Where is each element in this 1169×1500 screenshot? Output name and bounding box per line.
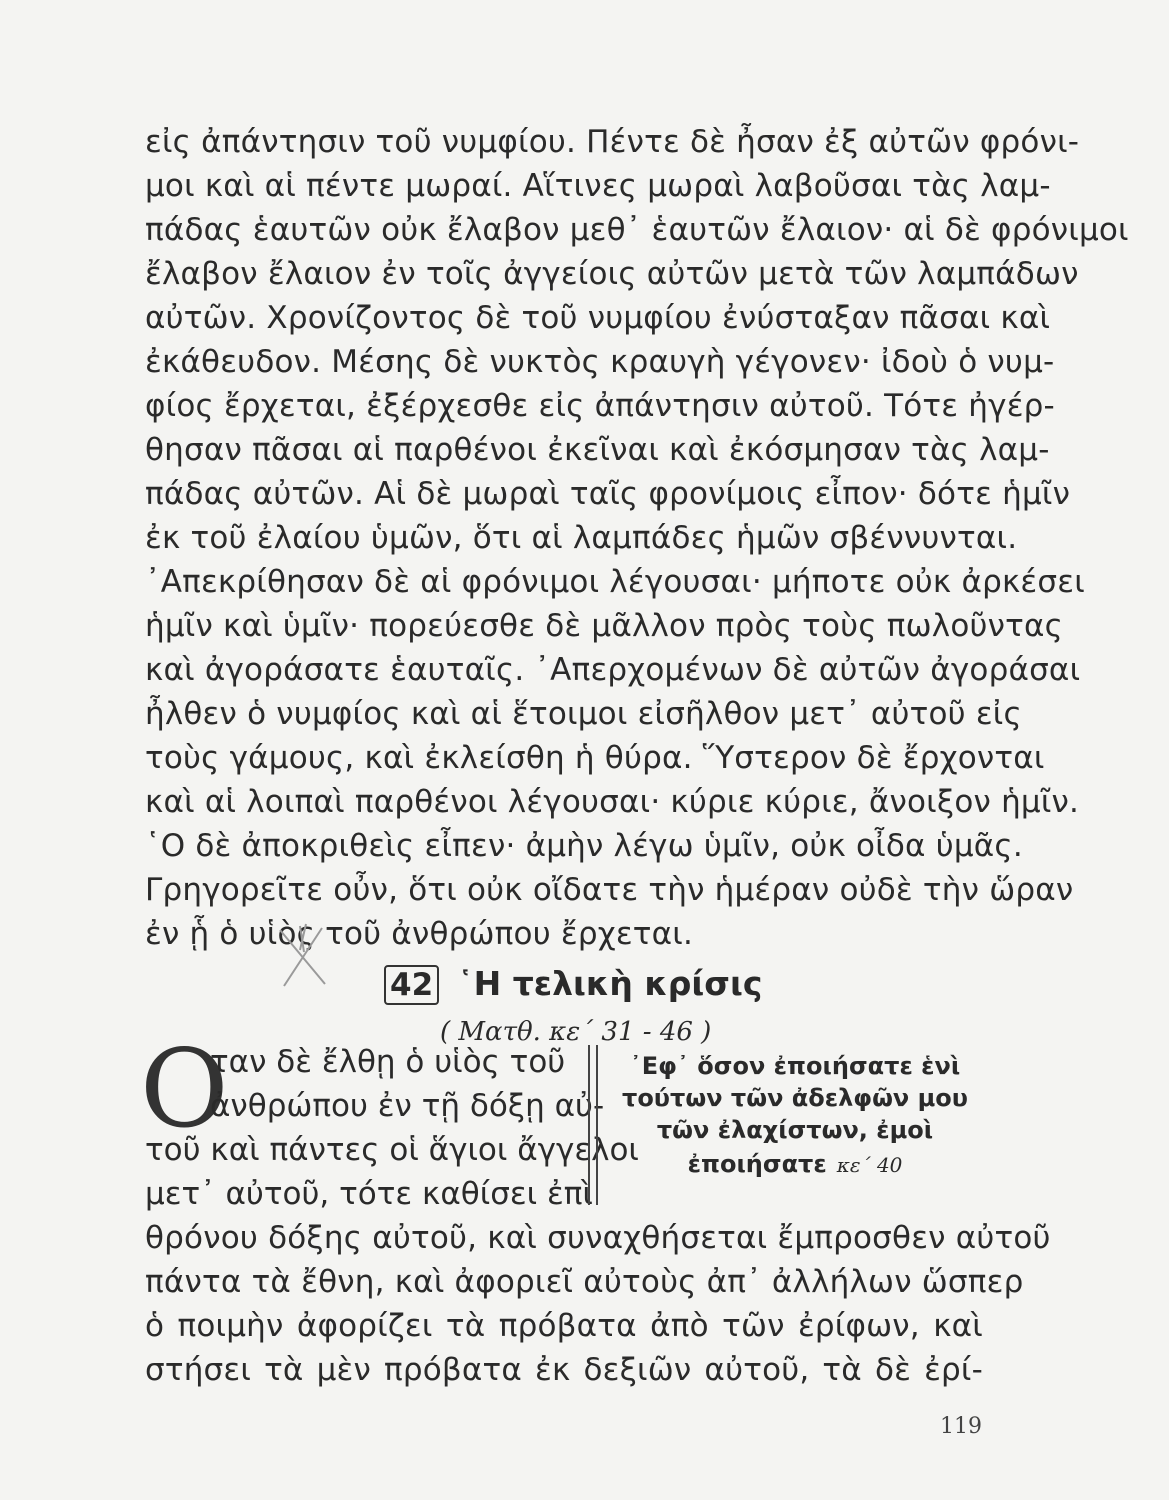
quote-line-last [610,1148,980,1181]
body-line: αὐτῶν. Χρονίζοντος δὲ τοῦ νυμφίου ἐνύσταξαν πᾶσαι καὶ [145,300,1051,336]
body-line: τοὺς γάμους, καὶ ἐκλείσθη ἡ θύρα. Ὕστερον δὲ ἔρχονται [145,740,1045,776]
body-line: ῾Ο δὲ ἀποκριθεὶς εἶπεν· ἀμὴν λέγω ὑμῖν, οὐκ οἶδα ὑμᾶς. [145,828,1023,864]
body-line: θρόνου δόξης αὐτοῦ, καὶ συναχθήσεται ἔμπροσθεν αὐτοῦ [145,1220,1051,1256]
column-line: ἀνθρώπου ἐν τῇ δόξῃ αὐ- [210,1088,605,1124]
section-number: 42 [384,965,439,1005]
column-divider [588,1045,598,1205]
quote-line: ἐποιήσατε [687,1150,827,1178]
body-line: πάντα τὰ ἔθνη, καὶ ἀφοριεῖ αὐτοὺς ἀπ᾽ ἀλλήλων ὥσπερ [145,1264,1024,1300]
page-number: 119 [940,1414,982,1439]
body-line: Γρηγορεῖτε οὖν, ὅτι οὐκ οἴδατε τὴν ἡμέραν οὐδὲ τὴν ὥραν [145,872,1074,908]
body-line: ἔλαβον ἔλαιον ἐν τοῖς ἀγγείοις αὐτῶν μετὰ τῶν λαμπάδων [145,256,1079,292]
body-line: καὶ αἱ λοιπαὶ παρθένοι λέγουσαι· κύριε κύριε, ἄνοιξον ἡμῖν. [145,784,1080,820]
body-line: ᾿Απεκρίθησαν δὲ αἱ φρόνιμοι λέγουσαι· μήποτε οὐκ ἀρκέσει [145,564,1085,600]
body-line: ἐν ᾗ ὁ υἱὸς τοῦ ἀνθρώπου ἔρχεται. [145,916,694,952]
column-line: ταν δὲ ἔλθῃ ὁ υἱὸς τοῦ [210,1044,566,1080]
body-line: στήσει τὰ μὲν πρόβατα ἐκ δεξιῶν αὐτοῦ, τὰ δὲ ἐρί- [145,1352,983,1388]
body-line: ἐκ τοῦ ἐλαίου ὑμῶν, ὅτι αἱ λαμπάδες ἡμῶν σβέννυνται. [145,520,1018,556]
body-line: ἡμῖν καὶ ὑμῖν· πορεύεσθε δὲ μᾶλλον πρὸς τοὺς πωλοῦντας [145,608,1064,644]
body-line: πάδας αὐτῶν. Αἱ δὲ μωραὶ ταῖς φρονίμοις εἶπον· δότε ἡμῖν [145,476,1071,512]
body-line: ἐκάθευδον. Μέσης δὲ νυκτὸς κραυγὴ γέγονεν· ἰδοὺ ὁ νυμ- [145,344,1055,380]
body-line: θησαν πᾶσαι αἱ παρθένοι ἐκεῖναι καὶ ἐκόσμησαν τὰς λαμ- [145,432,1050,468]
drop-capital: Ο [140,1027,229,1152]
section-heading [384,962,762,1006]
column-line: τοῦ καὶ πάντες οἱ ἅγιοι ἄγγελοι [145,1132,639,1168]
column-line: μετ᾽ αὐτοῦ, τότε καθίσει ἐπὶ [145,1176,593,1212]
section-title: ῾Η τελικὴ κρίσις [457,964,763,1003]
body-line: εἰς ἀπάντησιν τοῦ νυμφίου. Πέντε δὲ ἦσαν ἐξ αὐτῶν φρόνι- [145,124,1080,160]
quote-line: τούτων τῶν ἀδελφῶν μου [622,1084,968,1112]
quote-line: ᾿Εφ᾽ ὅσον ἐποιήσατε ἑνὶ [629,1052,961,1080]
body-line: καὶ ἀγοράσατε ἑαυταῖς. ᾿Απερχομένων δὲ αὐτῶν ἀγοράσαι [145,652,1081,688]
section-reference: ( Ματθ. κε΄ 31 - 46 ) [440,1017,712,1047]
quote-line: τῶν ἐλαχίστων, ἐμοὶ [656,1116,934,1144]
body-line: ὁ ποιμὴν ἀφορίζει τὰ πρόβατα ἀπὸ τῶν ἐρίφων, καὶ [145,1308,983,1344]
body-line: μοι καὶ αἱ πέντε μωραί. Αἵτινες μωραὶ λαβοῦσαι τὰς λαμ- [145,168,1051,204]
pencil-sketch-icon [270,922,340,992]
body-line: φίος ἔρχεται, ἐξέρχεσθε εἰς ἀπάντησιν αὐτοῦ. Τότε ἠγέρ- [145,388,1055,424]
quote-reference: κε΄ 40 [836,1153,903,1177]
body-line: ἦλθεν ὁ νυμφίος καὶ αἱ ἕτοιμοι εἰσῆλθον μετ᾽ αὐτοῦ εἰς [145,696,1022,732]
body-line: πάδας ἑαυτῶν οὐκ ἔλαβον μεθ᾽ ἑαυτῶν ἔλαιον· αἱ δὲ φρόνιμοι [145,212,1129,248]
